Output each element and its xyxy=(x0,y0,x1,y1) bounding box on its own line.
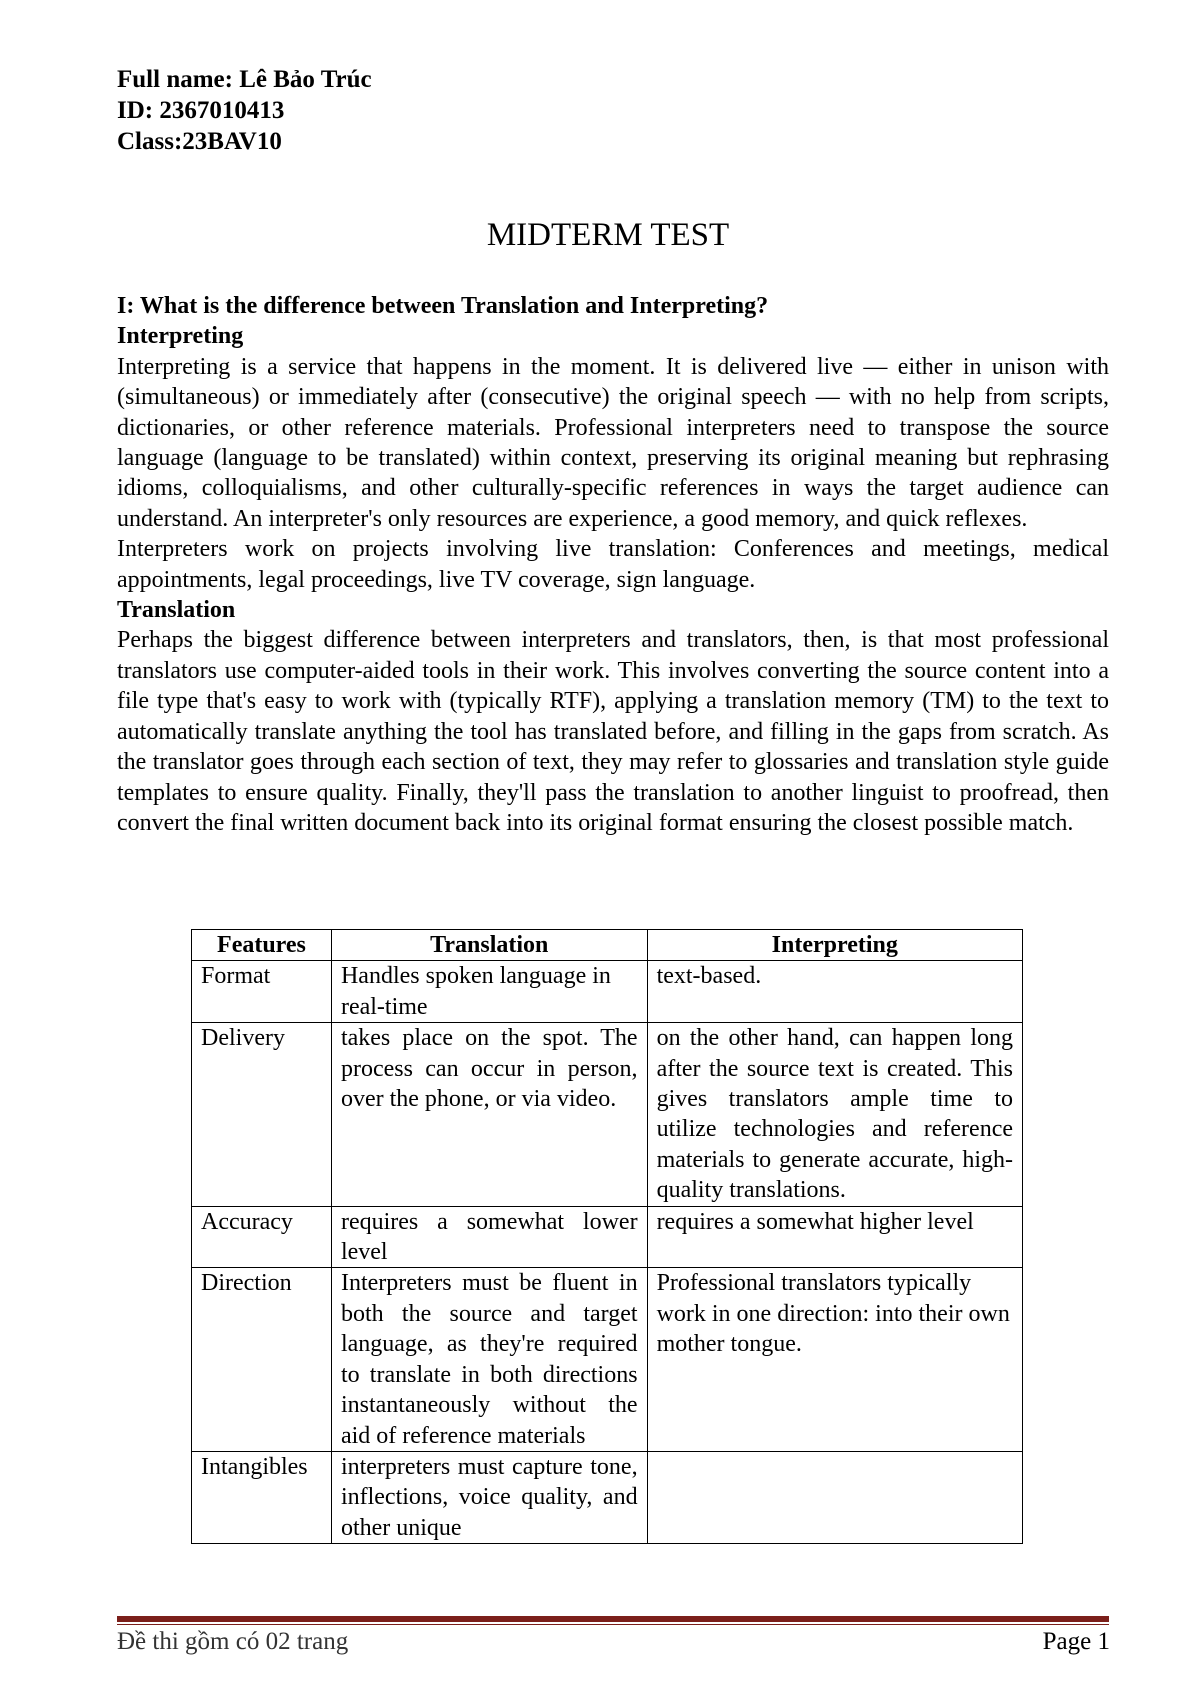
table-row xyxy=(192,1206,1023,1268)
table-cell-interpreting: text-based. xyxy=(647,961,1022,1023)
student-id: ID: 2367010413 xyxy=(117,97,285,124)
footer-divider xyxy=(117,1616,1109,1622)
footer-note: Đề thi gồm có 02 trang xyxy=(117,1628,349,1655)
translation-paragraph-1: Perhaps the biggest difference between interpreters and translators, then, is that most professional translators use computer-aided tools in their work. This involves converting the source content into a file type that's easy to work with (typically RTF), applying a translation memory (TM) to the text to automatically translate anything the tool has translated before, and filling in the gaps from scratch. As the translator goes through each section of text, they may refer to glossaries and translation style guide templates to ensure quality. Finally, they'll pass the translation to another linguist to proofread, then convert the final written document back into its original format ensuring the closest possible match. xyxy=(117,627,1109,836)
student-name: Full name: Lê Bảo Trúc xyxy=(117,66,372,93)
interpreting-heading: Interpreting xyxy=(117,323,244,350)
comparison-table xyxy=(191,929,1023,1544)
table-cell-translation: Handles spoken language in real-time xyxy=(331,961,647,1023)
table-cell-translation: requires a somewhat lower level xyxy=(331,1206,647,1268)
column-header: Features xyxy=(192,930,332,961)
table-row xyxy=(192,1023,1023,1206)
table-cell-feature: Intangibles xyxy=(192,1451,332,1543)
student-info xyxy=(117,64,372,157)
table-cell-feature: Accuracy xyxy=(192,1206,332,1268)
table-row xyxy=(192,1451,1023,1543)
column-header: Translation xyxy=(331,930,647,961)
table-cell-interpreting: on the other hand, can happen long after the source text is created. This gives translators ample time to utilize technologies and reference materials to generate accurate, high-quality translations. xyxy=(647,1023,1022,1206)
table-cell-translation: takes place on the spot. The process can occur in person, over the phone, or via video. xyxy=(331,1023,647,1206)
table-cell-interpreting: Professional translators typically work in one direction: into their own mother tongue. xyxy=(647,1268,1022,1451)
footer-divider-thin xyxy=(117,1624,1109,1625)
table-cell-feature: Format xyxy=(192,961,332,1023)
table-cell-translation: interpreters must capture tone, inflections, voice quality, and other unique xyxy=(331,1451,647,1543)
page-title: MIDTERM TEST xyxy=(486,217,730,253)
table-cell-feature: Direction xyxy=(192,1268,332,1451)
table-cell-interpreting xyxy=(647,1451,1022,1543)
translation-heading: Translation xyxy=(117,597,236,624)
page-number: Page 1 xyxy=(1042,1628,1110,1655)
interpreting-paragraph-1: Interpreting is a service that happens in the moment. It is delivered live — either in unison with (simultaneous) or immediately after (consecutive) the original speech — with no help from scripts, dictionaries, or other reference materials. Professional interpreters need to transpose the source language (language to be translated) within context, preserving its original meaning but rephrasing idioms, colloquialisms, and other culturally-specific references in ways the target audience can understand. An interpreter's only resources are experience, a good memory, and quick reflexes. xyxy=(117,353,1109,532)
table-cell-translation: Interpreters must be fluent in both the source and target language, as they're required to translate in both directions instantaneously without the aid of reference materials xyxy=(331,1268,647,1451)
student-class: Class:23BAV10 xyxy=(117,128,282,155)
table-row xyxy=(192,961,1023,1023)
table-row xyxy=(192,1268,1023,1451)
interpreting-paragraph-2: Interpreters work on projects involving live translation: Conferences and meetings, medical appointments, legal proceedings, live TV coverage, sign language. xyxy=(117,536,1109,593)
document-body xyxy=(117,291,1109,838)
question-heading: I: What is the difference between Translation and Interpreting? xyxy=(117,293,769,319)
table-cell-interpreting: requires a somewhat higher level xyxy=(647,1206,1022,1268)
column-header: Interpreting xyxy=(647,930,1022,961)
table-header-row xyxy=(192,930,1023,961)
table-cell-feature: Delivery xyxy=(192,1023,332,1206)
